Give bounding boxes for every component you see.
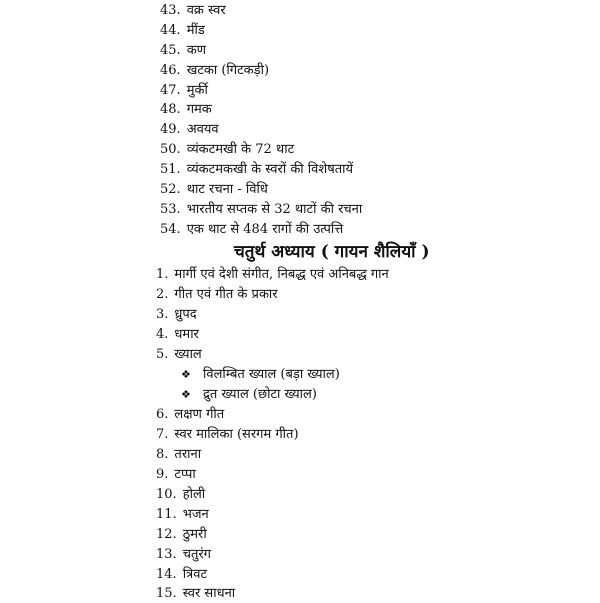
sub-item-text: विलम्बित ख्याल (बड़ा ख्याल): [203, 367, 340, 382]
list-item: [160, 161, 353, 179]
item-number: 3 .: [156, 306, 168, 324]
item-number: 11 .: [156, 506, 177, 524]
list-item: [156, 566, 207, 584]
item-text: मुर्की: [186, 83, 208, 98]
item-number: 52 .: [160, 181, 181, 199]
item-text: कण: [186, 43, 207, 58]
sub-item-text: द्रुत ख्याल (छोटा ख्याल): [203, 387, 317, 402]
item-text: मार्गी एवं देशी संगीत, निबद्ध एवं अनिबद्ध गान: [174, 267, 389, 282]
item-text: ख्याल: [174, 347, 202, 362]
item-text: तराना: [174, 447, 202, 462]
item-text: गीत एवं गीत के प्रकार: [174, 287, 278, 302]
item-number: 48 .: [160, 101, 181, 119]
item-text: थाट रचना - विधि: [186, 182, 268, 197]
item-number: 12 .: [156, 526, 177, 544]
item-number: 50 .: [160, 141, 181, 159]
item-number: 49 .: [160, 121, 181, 139]
list-item: [160, 201, 362, 219]
list-item: [156, 286, 278, 304]
sub-list-item: [181, 386, 317, 404]
item-number: 2 .: [156, 286, 168, 304]
list-item: [160, 42, 206, 60]
item-number: 7 .: [156, 426, 168, 444]
item-text: व्यंकटमखी के 72 थाट: [186, 142, 295, 157]
list-item: [160, 82, 208, 100]
diamond-bullet-icon: ❖: [181, 388, 191, 401]
item-text: भजन: [182, 507, 209, 522]
item-number: 8 .: [156, 446, 168, 464]
item-text: व्यंकटमकखी के स्वरों की विशेषतायें: [186, 162, 354, 177]
item-number: 43 .: [160, 2, 181, 20]
list-item: [156, 546, 211, 564]
item-text: स्वर मालिका (सरगम गीत): [174, 427, 299, 442]
list-item: [156, 585, 235, 603]
list-item: [156, 526, 207, 544]
item-number: 13 .: [156, 546, 177, 564]
item-number: 53 .: [160, 201, 181, 219]
item-number: 44 .: [160, 22, 181, 40]
item-text: भारतीय सप्तक से 32 थाटों की रचना: [186, 202, 363, 217]
list-item: [156, 466, 196, 484]
list-item: [156, 306, 197, 324]
item-number: 45 .: [160, 42, 181, 60]
list-item: [156, 346, 202, 364]
item-number: 15 .: [156, 585, 177, 603]
item-text: लक्षण गीत: [174, 407, 225, 422]
item-text: त्रिवट: [182, 567, 208, 582]
list-item: [160, 221, 343, 239]
item-text: स्वर साधना: [182, 586, 236, 601]
item-text: ठुमरी: [182, 527, 207, 542]
item-number: 5 .: [156, 346, 168, 364]
item-number: 47 .: [160, 82, 181, 100]
item-number: 1 .: [156, 266, 168, 284]
item-text: टप्पा: [174, 467, 196, 482]
item-text: धमार: [174, 327, 199, 342]
chapter-heading: चतुर्थ अध्याय ( गायन शैलियाँ ): [234, 242, 430, 262]
item-text: अवयव: [186, 122, 219, 137]
item-number: 14 .: [156, 566, 177, 584]
item-text: एक थाट से 484 रागों की उत्पत्ति: [186, 222, 344, 237]
list-item: [156, 326, 199, 344]
item-number: 51 .: [160, 161, 181, 179]
item-text: वक्र स्वर: [186, 3, 226, 18]
list-item: [160, 22, 205, 40]
list-item: [156, 406, 224, 424]
item-text: होली: [182, 487, 206, 502]
item-number: 54 .: [160, 221, 181, 239]
list-item: [156, 426, 299, 444]
item-number: 10 .: [156, 486, 177, 504]
item-number: 9 .: [156, 466, 168, 484]
item-number: 6 .: [156, 406, 168, 424]
list-item: [156, 266, 389, 284]
list-item: [156, 446, 201, 464]
list-item: [156, 486, 205, 504]
item-number: 4 .: [156, 326, 168, 344]
list-item: [156, 506, 209, 524]
list-item: [160, 181, 268, 199]
list-item: [160, 121, 219, 139]
list-item: [160, 141, 294, 159]
sub-list-item: [181, 366, 340, 384]
list-item: [160, 2, 226, 20]
item-number: 46 .: [160, 62, 181, 80]
item-text: ध्रुपद: [174, 307, 197, 322]
list-item: [160, 101, 212, 119]
item-text: खटका (गिटकड़ी): [186, 63, 270, 78]
item-text: गमक: [186, 102, 212, 117]
diamond-bullet-icon: ❖: [181, 368, 191, 381]
item-text: मींड: [186, 23, 205, 38]
list-item: [160, 62, 269, 80]
item-text: चतुरंग: [182, 547, 211, 562]
